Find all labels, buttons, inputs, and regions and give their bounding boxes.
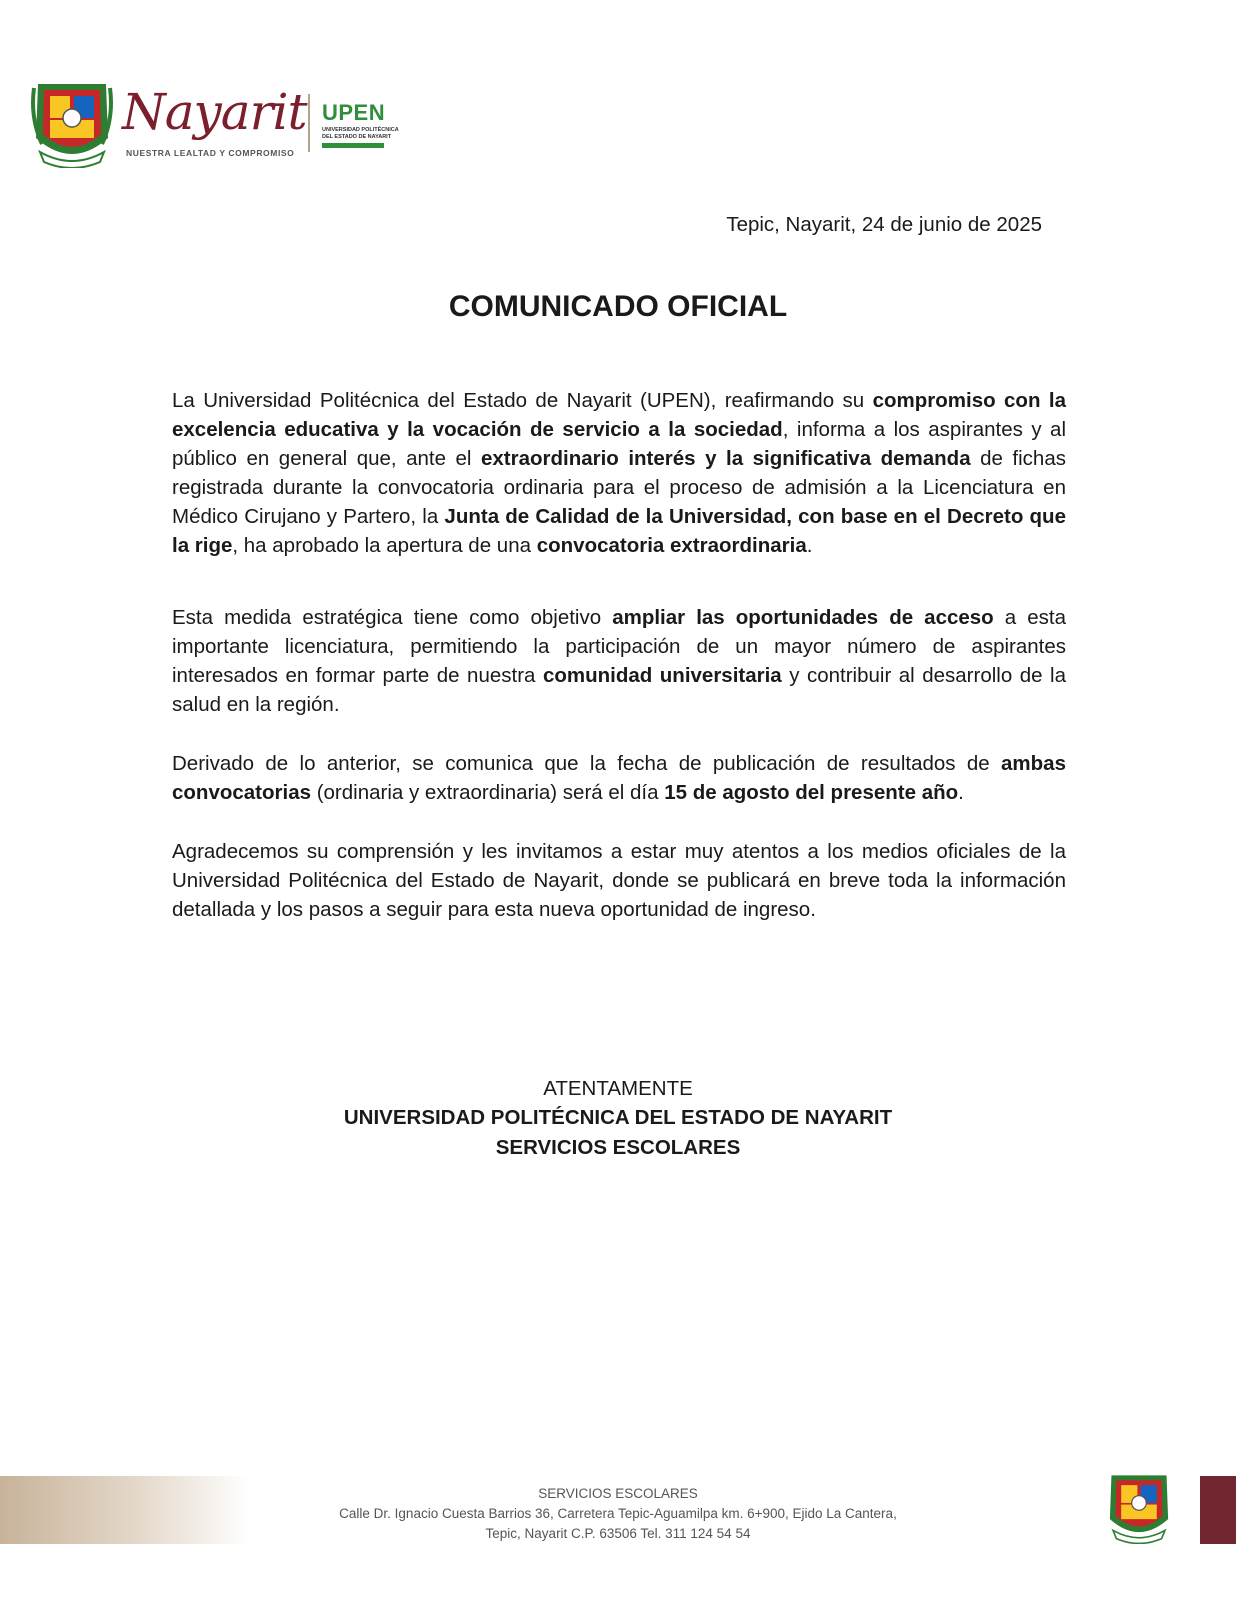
- p2-bold-2: comunidad universitaria: [542, 664, 782, 687]
- footer-address: [0, 1484, 1236, 1544]
- footer-line-2: Calle Dr. Ignacio Cuesta Barrios 36, Carretera Tepic-Aguamilpa km. 6+900, Ejido La Cantera,: [339, 1506, 897, 1521]
- p1-bold-3: Junta de Calidad de la Universidad, con base en el Decreto que la rige: [172, 505, 1066, 557]
- footer-maroon-bar: [1200, 1476, 1236, 1544]
- paragraph-3: [172, 749, 1066, 807]
- p2-bold-1: ampliar las oportunidades de acceso: [612, 606, 994, 629]
- upen-logo: [322, 102, 402, 148]
- header-divider: [308, 94, 310, 152]
- signature-university: UNIVERSIDAD POLITÉCNICA DEL ESTADO DE NAYARIT: [343, 1106, 893, 1129]
- footer-line-3: Tepic, Nayarit C.P. 63506 Tel. 311 124 54 54: [485, 1526, 751, 1541]
- nayarit-tagline: NUESTRA LEALTAD Y COMPROMISO: [126, 148, 295, 158]
- paragraph-2: [172, 603, 1066, 719]
- p3-text-3: .: [958, 781, 964, 804]
- p3-bold-2: 15 de agosto del presente año: [664, 781, 959, 804]
- nayarit-crest-icon: [30, 78, 114, 168]
- p1-text-1: La Universidad Politécnica del Estado de Nayarit (UPEN), reafirmando su: [172, 389, 873, 412]
- p1-bold-2: extraordinario interés y la significativa demanda: [480, 447, 971, 470]
- paragraph-4: Agradecemos su comprensión y les invitamos a estar muy atentos a los medios oficiales de la Universidad Politécnica del Estado de Nayarit, donde se publicará en breve toda la información detallada y los pasos a seguir para esta nueva oportunidad de ingreso.: [172, 840, 1066, 921]
- paragraph-1: [172, 386, 1066, 560]
- p1-text-3: de fichas registrada durante la convocatoria ordinaria para el proceso de admisión a la Licenciatura en Médico Cirujano y Partero, la: [172, 447, 1066, 528]
- p1-bold-4: convocatoria extraordinaria: [536, 534, 807, 557]
- footer-crest-icon: [1105, 1470, 1173, 1544]
- footer-line-1: SERVICIOS ESCOLARES: [538, 1486, 698, 1501]
- document-title: COMUNICADO OFICIAL: [448, 290, 788, 323]
- signature-closing: ATENTAMENTE: [543, 1077, 693, 1100]
- document-date: Tepic, Nayarit, 24 de junio de 2025: [726, 213, 1042, 236]
- p2-text-3: y contribuir al desarrollo de la salud en la región.: [172, 664, 1067, 716]
- upen-wordmark: UPEN: [322, 100, 386, 125]
- p3-text-2: (ordinaria y extraordinaria) será el día: [311, 781, 665, 804]
- p1-text-2: , informa a los aspirantes y al público en general que, ante el: [172, 418, 1067, 470]
- upen-green-bar: [322, 143, 384, 148]
- p2-text-1: Esta medida estratégica tiene como objetivo: [172, 606, 613, 629]
- header-logos: [30, 78, 410, 173]
- p1-bold-1: compromiso con la excelencia educativa y la vocación de servicio a la sociedad: [172, 389, 1066, 441]
- upen-subtitle-line-1: UNIVERSIDAD POLITÉCNICA: [322, 127, 399, 133]
- nayarit-wordmark: Nayarit: [122, 83, 307, 141]
- signature-department: SERVICIOS ESCOLARES: [495, 1136, 741, 1159]
- p1-text-4: , ha aprobado la apertura de una: [232, 534, 537, 557]
- upen-subtitle-line-2: DEL ESTADO DE NAYARIT: [322, 133, 392, 140]
- upen-subtitle: [322, 127, 402, 140]
- p1-text-5: .: [806, 534, 813, 557]
- p3-bold-1: ambas convocatorias: [172, 752, 1066, 804]
- p3-text-1: Derivado de lo anterior, se comunica que la fecha de publicación de resultados de: [172, 752, 1002, 775]
- p2-text-2: a esta importante licenciatura, permitiendo la participación de un mayor número de aspirantes interesados en formar parte de nuestra: [172, 606, 1067, 687]
